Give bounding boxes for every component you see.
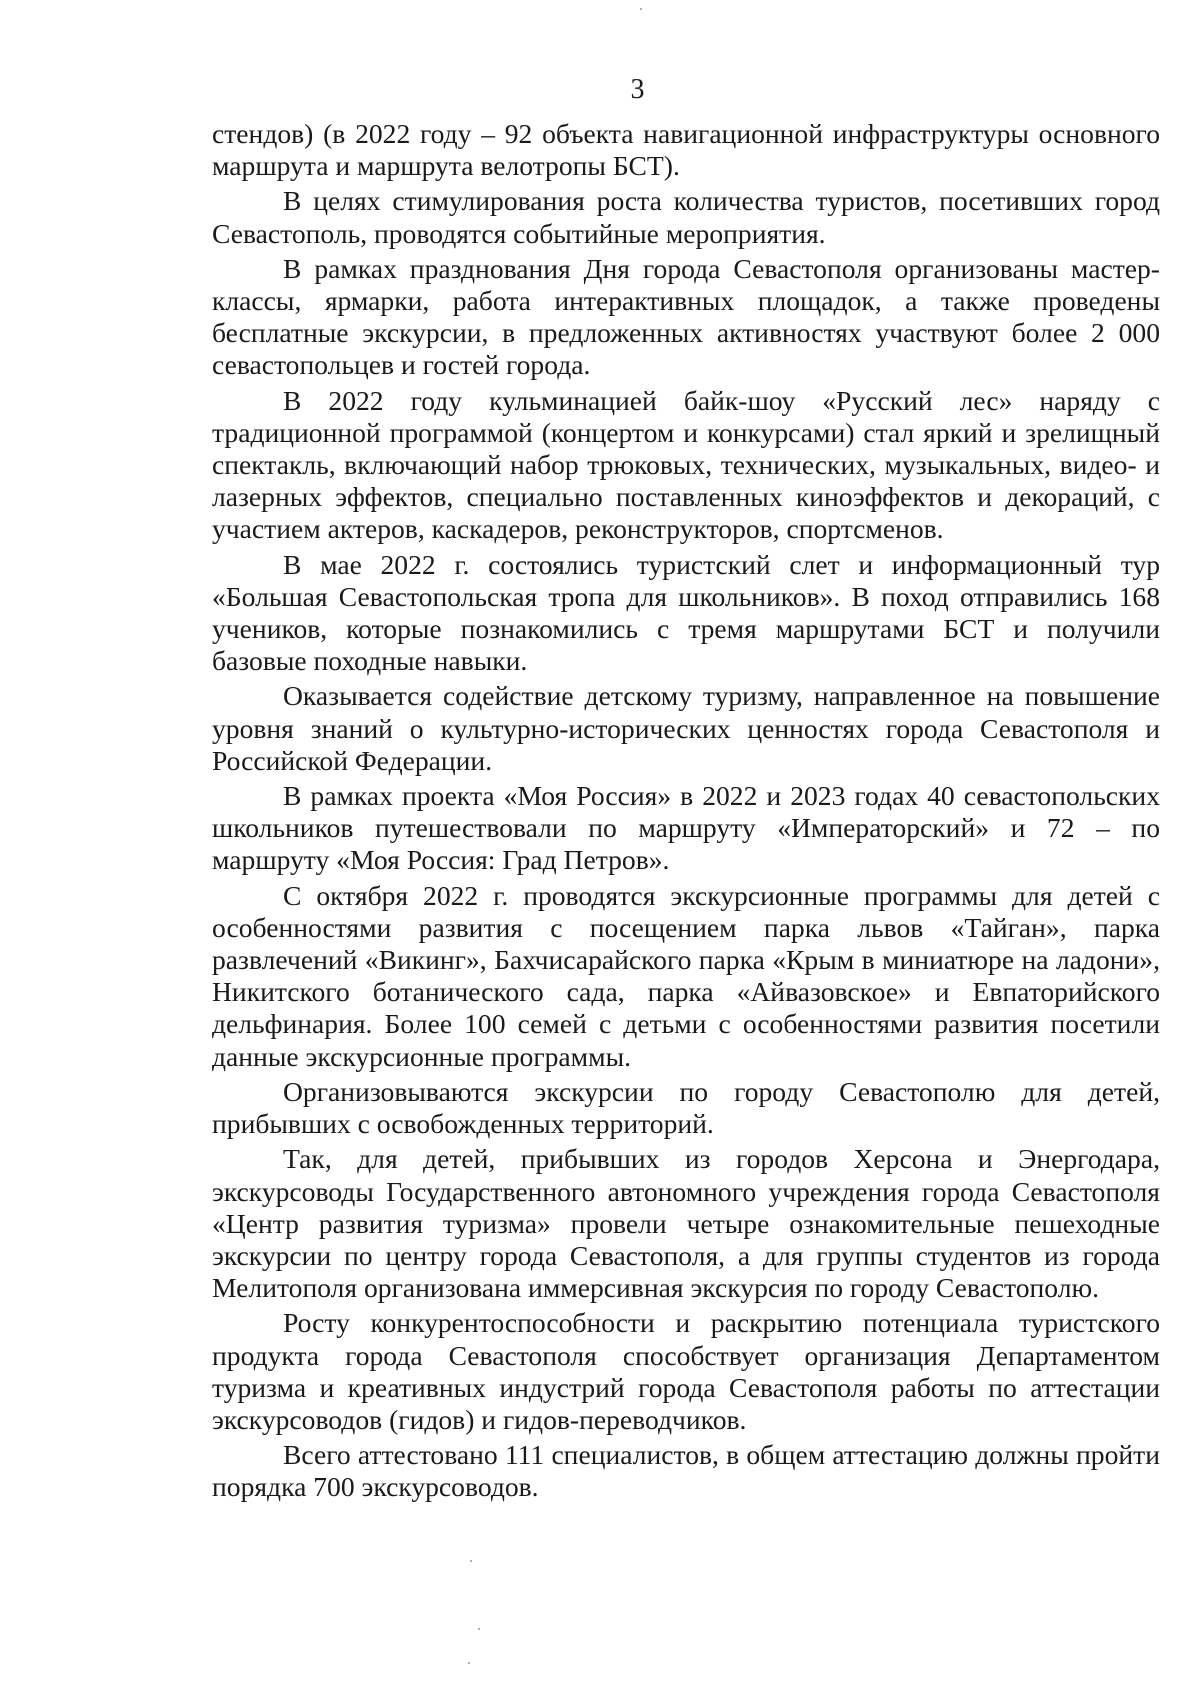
page-number: 3	[630, 74, 645, 105]
paragraph-certified-count: Всего аттестовано 111 специалистов, в общем аттестацию должны пройти порядка 700 экскурсоводов.	[212, 1439, 1160, 1503]
paragraph-bike-show: В 2022 году кульминацией байк-шоу «Русский лес» наряду с традиционной программой (концертом и конкурсами) стал яркий и зрелищный спектакль, включающий набор трюковых, технических, музыкальных, видео- и лазерных эффектов, специально поставленных киноэффектов и декораций, с участием актеров, каскадеров, реконструкторов, спортсменов.	[212, 384, 1160, 545]
paragraph-city-day: В рамках празднования Дня города Севастополя организованы мастер-классы, ярмарки, работа интерактивных площадок, а также проведены бесплатные экскурсии, в предложенных активностях участвуют более 2 000 севастопольцев и гостей города.	[212, 252, 1160, 381]
paragraph-children-tourism: Оказывается содействие детскому туризму, направленное на повышение уровня знаний о культурно-исторических ценностях города Севастополя и Российской Федерации.	[212, 680, 1160, 776]
scan-speck	[478, 1628, 480, 1630]
scan-speck	[468, 1662, 470, 1664]
paragraph-events-stimulation: В целях стимулирования роста количества туристов, посетивших город Севастополь, проводятся событийные мероприятия.	[212, 185, 1160, 249]
scan-speck	[470, 1560, 472, 1562]
paragraph-kherson-energodar: Так, для детей, прибывших из городов Херсона и Энергодара, экскурсоводы Государственного автономного учреждения города Севастополя «Центр развития туризма» провели четыре ознакомительные пешеходные экскурсии по центру города Севастополя, а для группы студентов из города Мелитополя организована иммерсивная экскурсия по городу Севастополю.	[212, 1143, 1160, 1304]
paragraph-special-needs-tours: С октября 2022 г. проводятся экскурсионные программы для детей с особенностями развития с посещением парка львов «Тайган», парка развлечений «Викинг», Бахчисарайского парка «Крым в миниатюре на ладони», Никитского ботанического сада, парка «Айвазовское» и Евпаторийского дельфинария. Более 100 семей с детьми с особенностями развития посетили данные экскурсионные программы.	[212, 879, 1160, 1072]
document-body	[212, 118, 1160, 1507]
paragraph-liberated-territories: Организовываются экскурсии по городу Севастополю для детей, прибывших с освобожденных территорий.	[212, 1075, 1160, 1140]
scan-speck	[640, 8, 642, 10]
paragraph-tourist-rally: В мае 2022 г. состоялись туристский слет и информационный тур «Большая Севастопольская тропа для школьников». В поход отправились 168 учеников, которые познакомились с тремя маршрутами БСТ и получили базовые походные навыки.	[212, 548, 1160, 677]
paragraph-continuation: стендов) (в 2022 году – 92 объекта навигационной инфраструктуры основного маршрута и маршрута велотропы БСТ).	[212, 118, 1160, 182]
paragraph-my-russia: В рамках проекта «Моя Россия» в 2022 и 2023 годах 40 севастопольских школьников путешествовали по маршруту «Императорский» и 72 – по маршруту «Моя Россия: Град Петров».	[212, 780, 1160, 876]
paragraph-guide-certification: Росту конкурентоспособности и раскрытию потенциала туристского продукта города Севастополя способствует организация Департаментом туризма и креативных индустрий города Севастополя работы по аттестации экскурсоводов (гидов) и гидов-переводчиков.	[212, 1307, 1160, 1435]
